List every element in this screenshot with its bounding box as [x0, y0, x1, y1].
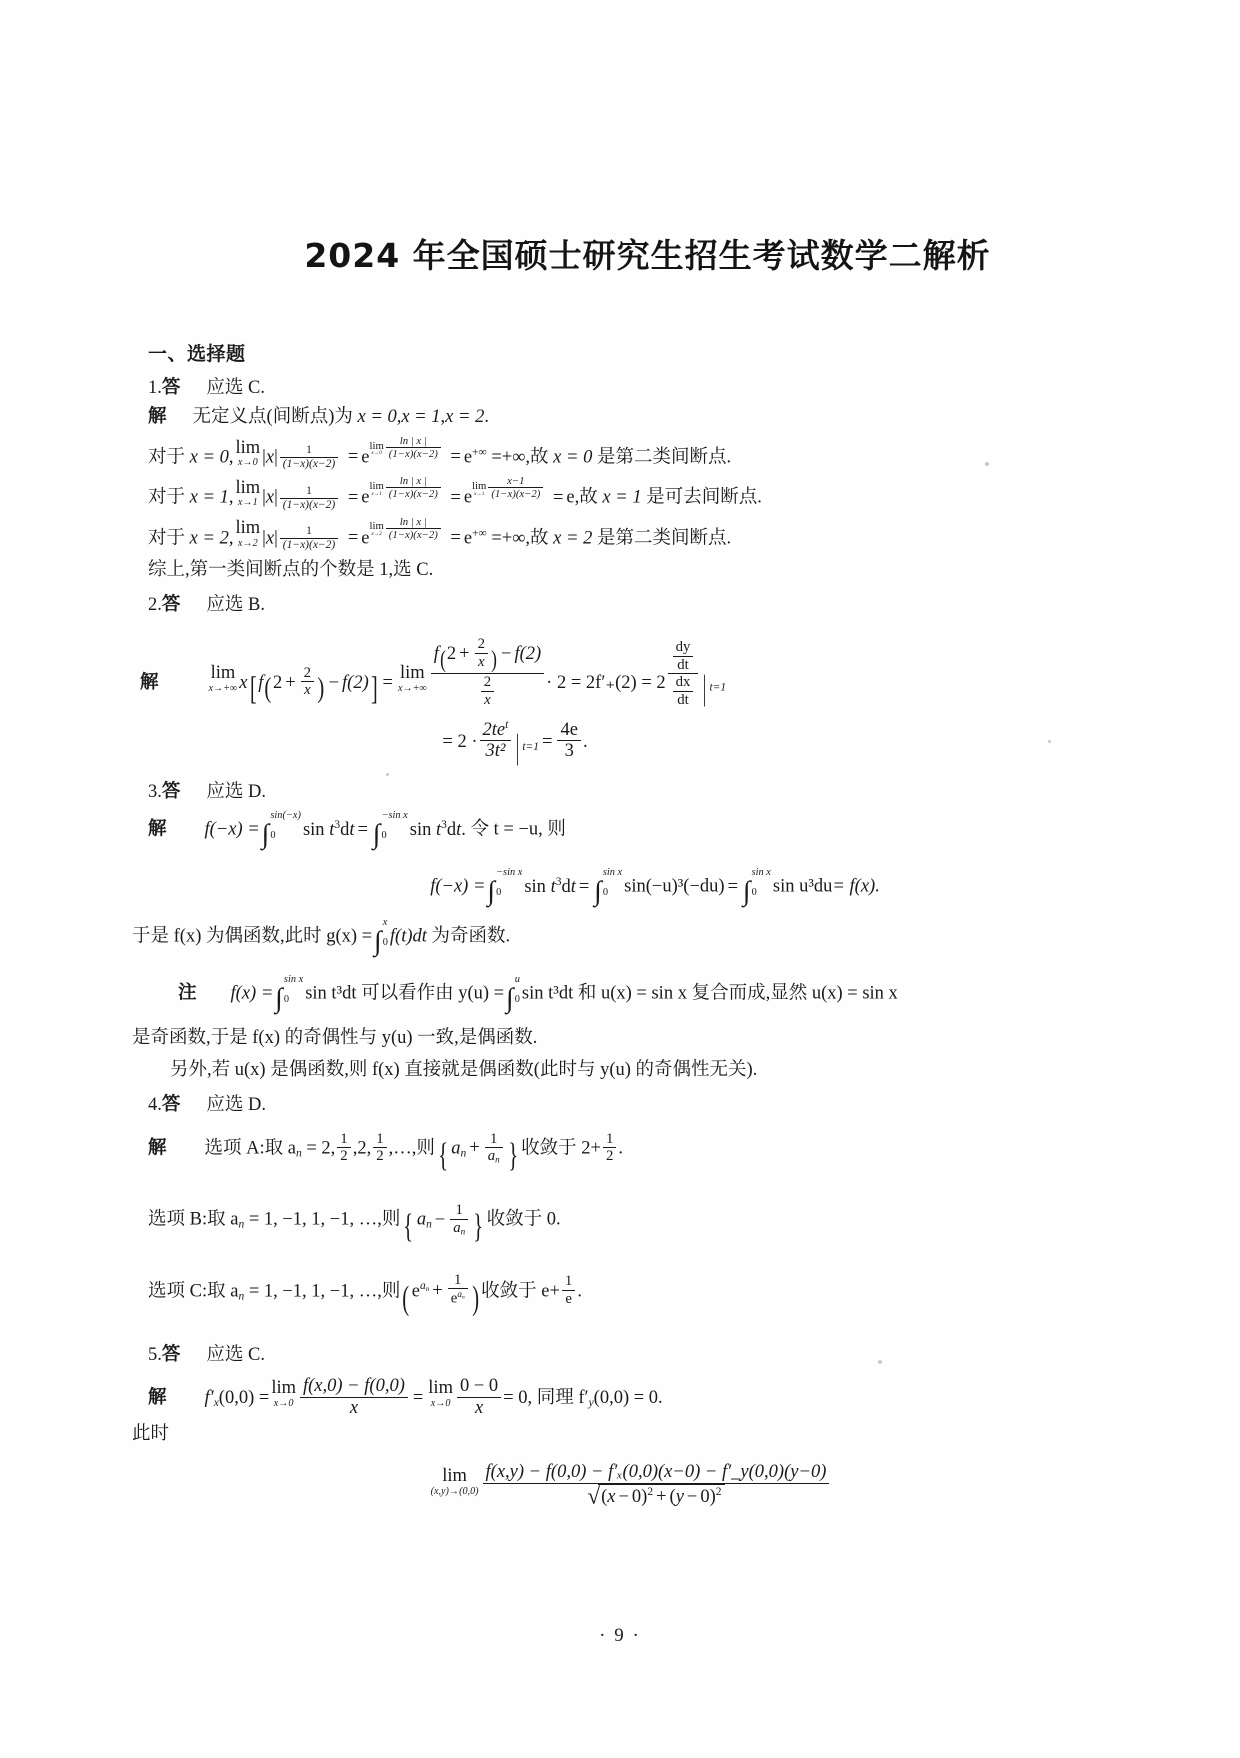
- answer-label: 答: [161, 593, 181, 615]
- 2te-over-3t2: $\frac{2te^t}{\text{3t²}}$: [480, 719, 512, 763]
- problem-5-answer: [148, 1340, 1100, 1366]
- problem-5-cishi: 此时: [132, 1424, 170, 1445]
- case-x1: x = 1: [189, 487, 229, 508]
- limit-operator: lim x→1: [235, 477, 261, 509]
- problem-3-answer: [148, 777, 1100, 803]
- problem-4-option-b: 选项 B:取 $a_n = 1$, −1, 1, −1, …,则{ $a_n$ − $\frac{1}{a_n}$ } 收敛于 0.: [148, 1201, 561, 1246]
- problem-3-solution-line-1: 解 f(−x) =∫ sin(−x) 0 $\sin t^3dt$ = ∫ −sin x 0 $\sin t^3dt$. 令 t = −u, 则: [148, 811, 1100, 858]
- solution-label: 解: [140, 671, 159, 693]
- page-number: · 9 ·: [599, 1625, 641, 1646]
- option-b-converges: 收敛于 0.: [486, 1209, 561, 1230]
- equals-plus-infinity: =+∞: [491, 447, 526, 468]
- problem-3-conclusion: 于是 f(x) 为偶函数,此时 g(x) =∫ x 0 f(t)dt 为奇函数.: [132, 917, 511, 958]
- option-b-sequence: = 1, −1, 1, −1, …,则: [248, 1209, 401, 1230]
- e-exponent: +∞: [472, 446, 487, 459]
- answer-label: 答: [161, 1344, 181, 1366]
- note-integrand-b: sin t³dt: [521, 983, 574, 1004]
- answer-text: 应选 C.: [206, 1345, 265, 1366]
- answer-label: 答: [161, 781, 181, 803]
- problem-1-case-x2: 对于 x = 2, lim x→2 |x| $\frac{1}{(1-x)(x-2)}$ = e lim x→2 $\frac{\ln | x |}{(1-x)(x-2)}$ = e+∞ =+∞,故 x = 2 是第二类间断点.: [148, 515, 732, 551]
- therefore-label: 故: [530, 528, 549, 549]
- equals-f-of-x: = f(x).: [832, 876, 880, 897]
- exponent-limit-2: lim x→1 $\frac{x-1}{(1-x)(x-2)}$: [472, 475, 545, 500]
- problem-4-option-a: 解 选项 A:取 $a_n = 2$, $\frac{1}{2}$ ,2, $\frac{1}{2}$ ,…,则{ $a_n$ + $\frac{1}{a_n}$ } 收敛于 2+ $\frac{1}{2}$ .: [148, 1130, 623, 1174]
- times-two: · 2: [546, 672, 567, 693]
- therefore-label: 故: [530, 447, 549, 468]
- therefore-label: 故: [579, 487, 598, 508]
- final-integrand: sin u³du: [772, 876, 833, 897]
- problem-3-display: f(−x) =∫ −sin x 0 $\sin t^3dt$ = ∫ sin x 0 sin(−u)³(−du) = ∫ sin x 0 sin u³du= f(x).: [430, 867, 880, 908]
- problem-3-number: 3.: [148, 782, 162, 803]
- f-of-minus-x: f(−x) =: [430, 876, 486, 897]
- note-label: 注: [178, 982, 197, 1004]
- option-c-label: 选项 C:取 a: [148, 1281, 239, 1302]
- problem-3-note-line3: 另外,若 u(x) 是偶函数,则 f(x) 直接就是偶函数(此时与 y(u) 的奇偶性无关).: [170, 1059, 758, 1080]
- for-label: 对于: [148, 447, 186, 468]
- exponent-fraction: $\frac{1}{(1-x)(x-2)}$: [280, 444, 338, 471]
- x-equals-0: x = 0: [357, 407, 397, 427]
- answer-text: 应选 C.: [206, 378, 265, 398]
- problem-1-case-x0: 对于 x = 0, lim x→0 |x| $\frac{1}{(1-x)(x-2)}$ = e lim x→0 $\frac{\ln | x |}{(1-x)(x-2)}$ = e+∞ =+∞,故 x = 0 是第二类间断点.: [148, 434, 732, 471]
- section-heading-choice: 一、选择题: [148, 343, 246, 365]
- g-integrand: f(t)dt: [389, 926, 427, 947]
- f-of-2: f(2): [342, 672, 369, 693]
- limit-operator: lim x→+∞: [208, 663, 238, 694]
- for-label: 对于: [148, 487, 186, 508]
- problem-2-solution: 解 lim x→+∞ x[ f(2 + $\frac{2}{x}$ ) − f(2)] = lim x→+∞ f(2 + $\frac{2}{x}$ ) − f(2) $\frac{2}{x}$ · 2 = 2f′₊(2) = 2 $\frac{\frac{dy}{dt}}{\frac{dx}{dt}}$ | $_{t=1}$: [140, 635, 727, 709]
- problem-1-number: 1.: [148, 378, 162, 398]
- option-c-converges: 收敛于 e+: [481, 1281, 560, 1302]
- answer-text: 应选 D.: [206, 782, 267, 803]
- quotient-denominator: $√(x - 0)^2 + (y - 0)^2$: [483, 1484, 830, 1510]
- answer-text: 应选 B.: [206, 594, 265, 615]
- problem-1-conclusion: 综上,第一类间断点的个数是 1,选 C.: [148, 560, 434, 580]
- problem-4-number: 4.: [148, 1094, 162, 1115]
- note-text-b: 可以看作由 y(u) =: [361, 983, 505, 1004]
- integral-sign: ∫: [261, 819, 270, 851]
- equals-zero: = 0, 同理 f′: [503, 1388, 589, 1409]
- note-fx: f(x) =: [230, 983, 274, 1004]
- problem-2-result: = 2 · $\frac{2te^t}{\text{3t²}}$ | $_{t=1}$ = $\frac{4e}{3}$ .: [442, 718, 588, 767]
- equals-plus-infinity: =+∞: [491, 528, 526, 549]
- exponent-limit: lim x→2 $\frac{\ln | x |}{(1-x)(x-2)}$: [369, 516, 442, 541]
- discontinuity-type-2: 是第二类间断点.: [596, 447, 732, 468]
- document-body: [132, 230, 1100, 1521]
- option-a-dots: ,…,则: [388, 1138, 435, 1159]
- problem-1-answer: [148, 373, 1100, 399]
- solution-label: 解: [148, 1137, 167, 1159]
- quotient-numerator: f(x,y) − f(0,0) − f′ₓ(0,0)(x−0) − f′_y(0,0)(y−0): [483, 1462, 830, 1484]
- case-result-x2: x = 2: [553, 528, 593, 549]
- note-integrand-a: sin t³dt: [305, 983, 357, 1004]
- e-value: e: [566, 487, 575, 508]
- option-a-sequence: = 2,: [306, 1138, 336, 1159]
- discontinuity-type-2: 是第二类间断点.: [596, 528, 732, 549]
- problem-3-note-line2: 是奇函数,于是 f(x) 的奇偶性与 y(u) 一致,是偶函数.: [132, 1027, 538, 1048]
- problem-5-solution-line-1: 解 $f'_x(0,0)$ = lim x→0 $\frac{f(x,0) - f(0,0)}{x}$ = lim x→0 $\frac{0 - 0}{x}$ = 0, 同理 $f'_y(0,0) = 0$.: [148, 1376, 663, 1418]
- solution-label: 解: [148, 819, 167, 840]
- difference-quotient: f(2 + $\frac{2}{x}$ ) − f(2) $\frac{2}{x}$: [431, 636, 544, 709]
- integrand: $\sin t^3dt$: [302, 818, 355, 840]
- for-label: 对于: [148, 528, 186, 549]
- substitution-note: 令 t = −u, 则: [470, 820, 566, 840]
- evaluated-at-t1: t=1: [522, 740, 540, 753]
- option-a-converges: 收敛于 2+: [521, 1138, 601, 1159]
- option-c-sequence: = 1, −1, 1, −1, …,则: [248, 1281, 401, 1302]
- exponent-limit: lim x→1 $\frac{\ln | x |}{(1-x)(x-2)}$: [369, 475, 442, 500]
- equals-2f-prime: = 2f′₊(2) = 2: [570, 672, 666, 693]
- discontinuity-removable: 是可去间断点.: [646, 487, 762, 508]
- differentiability-quotient: [483, 1462, 830, 1510]
- problem-5-display: [140, 1462, 1100, 1510]
- exponent-fraction: $\frac{1}{(1-x)(x-2)}$: [280, 485, 338, 512]
- solution-label: 解: [148, 1387, 167, 1409]
- problem-4-answer: [148, 1090, 1100, 1116]
- substituted-integrand: sin(−u)³(−du): [624, 876, 725, 897]
- evaluated-at-t1: t=1: [709, 681, 727, 694]
- equals-two-times: = 2 ·: [442, 731, 478, 752]
- answer-text: 应选 D.: [206, 1094, 267, 1115]
- case-x2: x = 2: [189, 528, 229, 549]
- even-function-text: 于是 f(x) 为偶函数,此时 g(x) =: [132, 926, 373, 947]
- problem-4-option-c: 选项 C:取 $a_n = 1$, −1, 1, −1, …,则( $e^{a_n}$ + $\frac{1}{e^{a_n}}$ ) 收敛于 e+ $\frac{1}{e}$ .: [148, 1271, 582, 1317]
- partial-derivative-x: f′: [204, 1388, 214, 1409]
- undef-text: 无定义点(间断点)为: [192, 407, 353, 427]
- option-a-label: 选项 A:取 a: [204, 1138, 296, 1159]
- fy-result: (0,0) = 0.: [593, 1388, 663, 1409]
- problem-2-answer: [148, 590, 1100, 616]
- solution-label: 解: [148, 406, 167, 427]
- x-equals-1: x = 1: [401, 407, 441, 427]
- problem-2-number: 2.: [148, 594, 162, 615]
- note-text-c: 和 u(x) = sin x 复合而成,显然 u(x) = sin x: [577, 983, 898, 1004]
- limit-operator: lim x→2: [235, 518, 261, 549]
- x-equals-2: x = 2: [445, 407, 485, 427]
- case-x0: x = 0: [189, 447, 229, 468]
- limit-operator-2: lim x→+∞: [397, 663, 427, 694]
- case-result-x1: x = 1: [602, 487, 642, 508]
- problem-5-number: 5.: [148, 1345, 162, 1366]
- problem-1-solution-line-1: 解 无定义点(间断点)为 x = 0,x = 1,x = 2.: [148, 406, 489, 427]
- option-b-label: 选项 B:取 a: [148, 1209, 239, 1230]
- 4e-over-3: $\frac{4e}{3}$: [557, 720, 580, 762]
- problem-1-case-x1: 对于 x = 1, lim x→1 |x| $\frac{1}{(1-x)(x-2)}$ = e lim x→1 $\frac{\ln | x |}{(1-x)(x-2)}$ = e lim x→1 $\frac{x-1}{(1-x)(x-2)}$ = e,故 x = 1 是可去间断点.: [148, 475, 762, 511]
- problem-3-note: 注 f(x) =∫ sin x 0 sin t³dt 可以看作由 y(u) =∫ u 0 sin t³dt 和 u(x) = sin x 复合而成,显然 u(x) = sin x: [178, 974, 898, 1014]
- answer-label: 答: [161, 377, 181, 398]
- limit-operator: lim x→0: [235, 437, 261, 469]
- exponent-fraction: $\frac{1}{(1-x)(x-2)}$: [280, 525, 338, 552]
- answer-label: 答: [161, 1093, 181, 1115]
- f-of-minus-x: f(−x) =: [204, 820, 260, 840]
- case-result-x0: x = 0: [553, 447, 593, 468]
- page-title: 2024 年全国硕士研究生招生考试数学二解析: [304, 236, 991, 275]
- integral-limits: sin(−x) 0: [270, 810, 301, 842]
- limit-operator-2var: lim (x,y)→(0,0): [430, 1466, 479, 1497]
- dy-dt-over-dx-dt: $\frac{\frac{dy}{dt}}{\frac{dx}{dt}}$: [668, 639, 699, 708]
- e-exponent: +∞: [472, 526, 487, 539]
- function-f: f: [258, 672, 264, 693]
- exponent-limit: lim x→0 $\frac{\ln | x |}{(1-x)(x-2)}$: [369, 435, 442, 460]
- odd-function-text: 为奇函数.: [431, 926, 511, 947]
